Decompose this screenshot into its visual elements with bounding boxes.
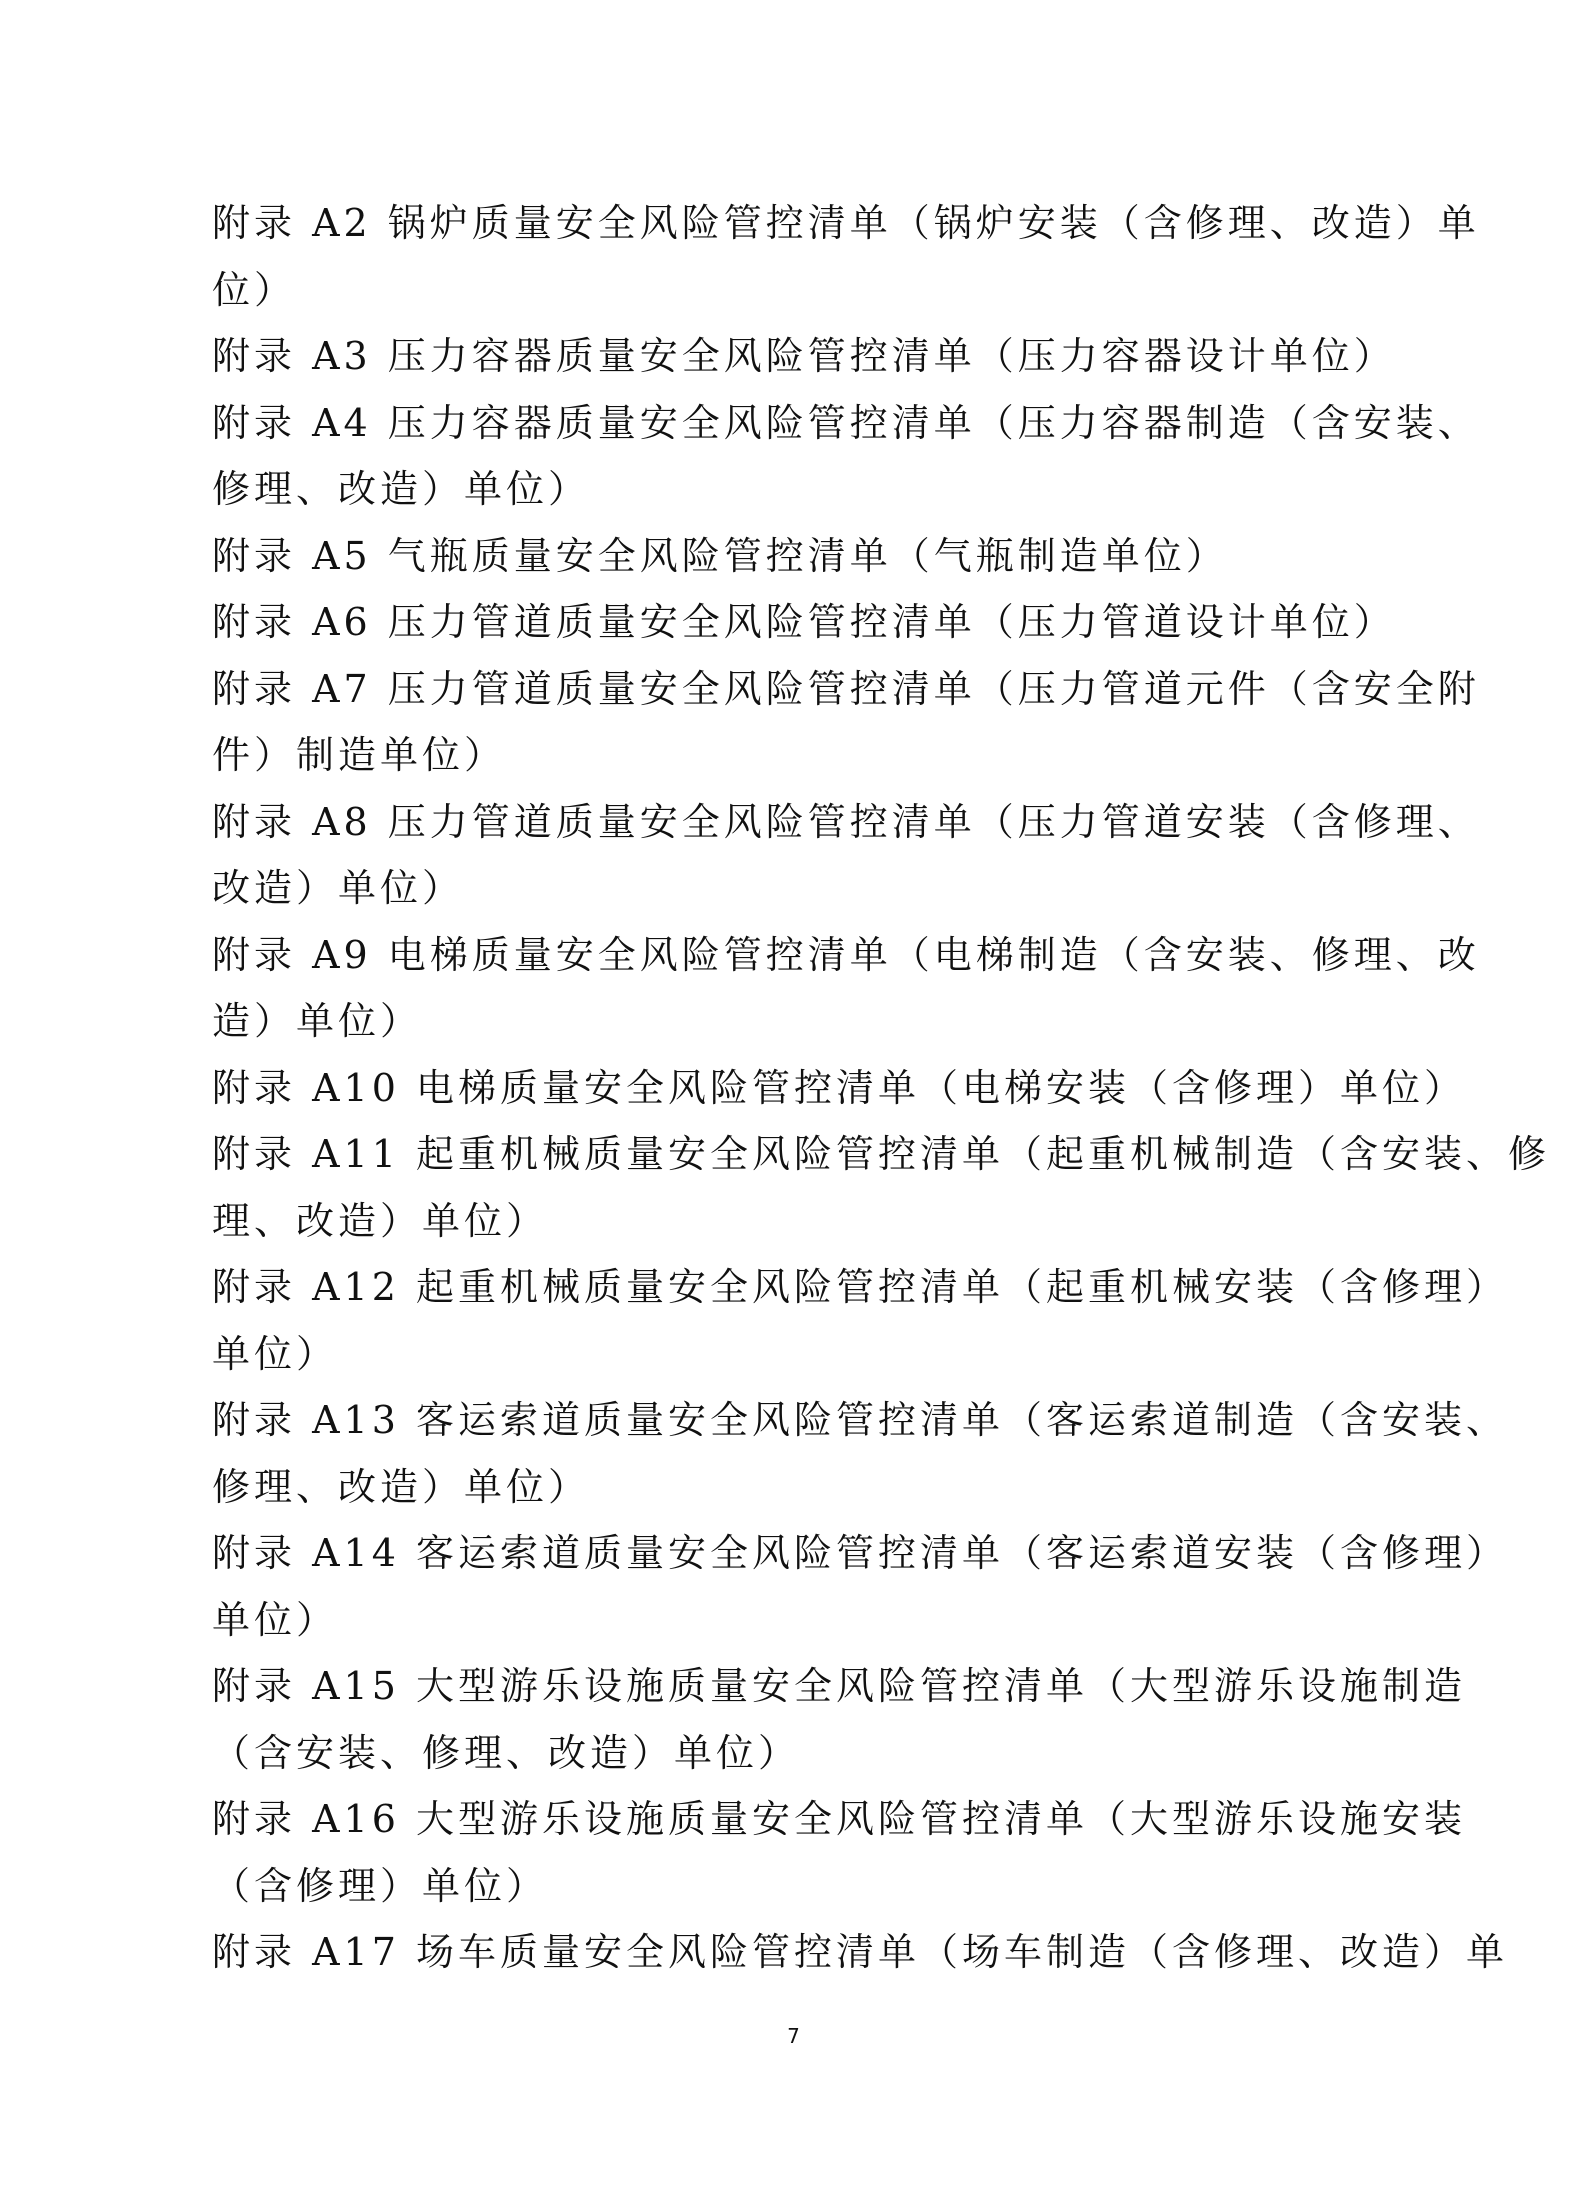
appendix-line: 理、改造）单位） [212,1198,549,1243]
appendix-line: 修理、改造）单位） [212,1464,591,1509]
appendix-line: 附录 A2 锅炉质量安全风险管控清单（锅炉安装（含修理、改造）单 [212,201,1480,245]
appendix-line: 附录 A13 客运索道质量安全风险管控清单（客运索道制造（含安装、 [212,1398,1508,1442]
appendix-line: 造）单位） [212,999,423,1043]
appendix-line: 单位） [212,1597,339,1642]
appendix-line: 附录 A14 客运索道质量安全风险管控清单（客运索道安装（含修理） [212,1531,1508,1575]
appendix-line: （含修理）单位） [212,1863,549,1908]
appendix-line: 附录 A16 大型游乐设施质量安全风险管控清单（大型游乐设施安装 [212,1797,1466,1841]
appendix-line: 附录 A4 压力容器质量安全风险管控清单（压力容器制造（含安装、 [212,400,1480,445]
appendix-line: 修理、改造）单位） [212,467,591,511]
appendix-line: 附录 A3 压力容器质量安全风险管控清单（压力容器设计单位） [212,334,1396,378]
appendix-list [212,190,1550,1986]
appendix-line: 附录 A15 大型游乐设施质量安全风险管控清单（大型游乐设施制造 [212,1664,1466,1708]
appendix-line: 单位） [212,1331,339,1376]
appendix-line: 附录 A12 起重机械质量安全风险管控清单（起重机械安装（含修理） [212,1265,1508,1309]
appendix-line: 附录 A6 压力管道质量安全风险管控清单（压力管道设计单位） [212,600,1396,644]
appendix-line: 附录 A9 电梯质量安全风险管控清单（电梯制造（含安装、修理、改 [212,932,1480,977]
appendix-line: 附录 A17 场车质量安全风险管控清单（场车制造（含修理、改造）单 [212,1930,1508,1974]
appendix-line: 位） [212,267,297,312]
appendix-line: 附录 A11 起重机械质量安全风险管控清单（起重机械制造（含安装、修 [212,1132,1550,1176]
appendix-line: 附录 A10 电梯质量安全风险管控清单（电梯安装（含修理）单位） [212,1065,1466,1110]
appendix-line: 附录 A5 气瓶质量安全风险管控清单（气瓶制造单位） [212,533,1228,578]
appendix-line: 附录 A7 压力管道质量安全风险管控清单（压力管道元件（含安全附 [212,666,1480,711]
appendix-line: 件）制造单位） [212,733,507,777]
appendix-line: 附录 A8 压力管道质量安全风险管控清单（压力管道安装（含修理、 [212,799,1480,844]
appendix-line: 改造）单位） [212,866,465,910]
appendix-line: （含安装、修理、改造）单位） [212,1730,801,1775]
page-number: 7 [787,2024,800,2048]
